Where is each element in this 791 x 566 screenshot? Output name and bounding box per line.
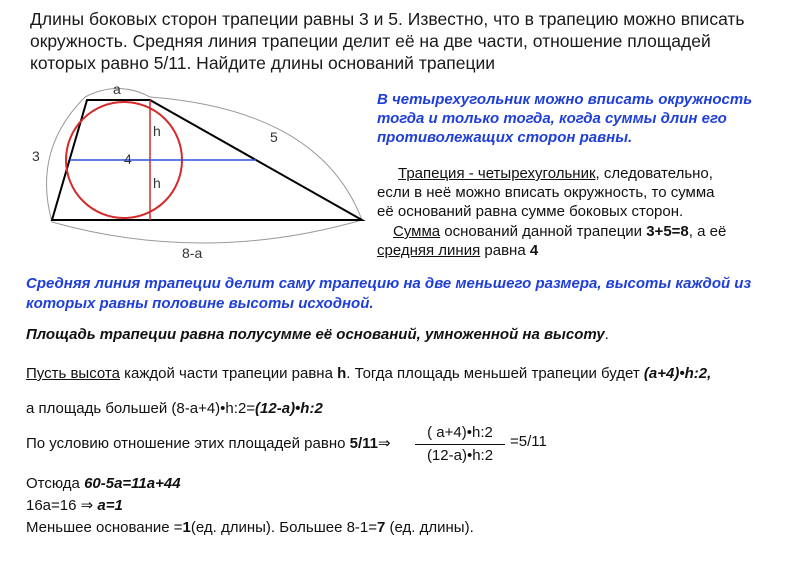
- para1-line1: Трапеция - четырехугольник, следовательно,: [398, 165, 713, 182]
- problem-statement: Длины боковых сторон трапеции равны 3 и 5. Известно, что в трапецию можно вписать окружность. Средняя линия трапеции делит её на две части, отношение площадей которых равно 5/11. Найдите длины оснований трапеции: [30, 9, 745, 73]
- label-4: 4: [124, 151, 132, 167]
- hence-line: Отсюда 60-5a=11a+44: [26, 475, 181, 492]
- fraction-numerator: ( a+4)•h:2: [427, 424, 493, 441]
- fraction-denominator: (12-a)•h:2: [426, 447, 494, 464]
- para1-line2: если в неё можно вписать окружность, то сумма: [377, 184, 715, 201]
- area-fraction: [415, 423, 505, 466]
- label-base: 8-a: [182, 245, 203, 261]
- trapezoid-figure: [0, 0, 380, 270]
- para1-line3: её оснований равна сумме боковых сторон.: [377, 203, 684, 220]
- para2-line2: средняя линия равна 4: [377, 242, 539, 259]
- para2-line1: Сумма оснований данной трапеции 3+5=8, а её: [393, 223, 727, 240]
- step-line: 16a=16 ⇒ a=1: [26, 497, 123, 514]
- incircle-rule: В четырехугольник можно вписать окружность тогда и только тогда, когда суммы длин его противолежащих сторон равны.: [377, 91, 753, 146]
- area-rule: Площадь трапеции равна полусумме её оснований, умноженной на высоту.: [26, 326, 609, 343]
- answer-line: Меньшее основание =1(ед. длины). Большее 8-1=7 (ед. длины).: [26, 519, 474, 536]
- bigger-line: а площадь большей (8-a+4)•h:2=(12-a)•h:2: [26, 400, 323, 417]
- label-a: a: [113, 81, 121, 97]
- fraction-bar: [415, 444, 505, 445]
- label-h-bottom: h: [153, 175, 161, 191]
- label-3: 3: [32, 148, 40, 164]
- label-5: 5: [270, 129, 278, 145]
- midline-rule: Средняя линия трапеции делит саму трапецию на две меньшего размера, высоты каждой из которых равны половине высоты исходной.: [26, 275, 752, 312]
- label-h-top: h: [153, 123, 161, 139]
- let-line: Пусть высота каждой части трапеции равна h. Тогда площадь меньшей трапеции будет (a+4)•h:2,: [26, 365, 712, 382]
- fraction-equals: =5/11: [510, 433, 547, 450]
- arc-base: [52, 220, 362, 243]
- condition-line: По условию отношение этих площадей равно 5/11⇒: [26, 435, 391, 452]
